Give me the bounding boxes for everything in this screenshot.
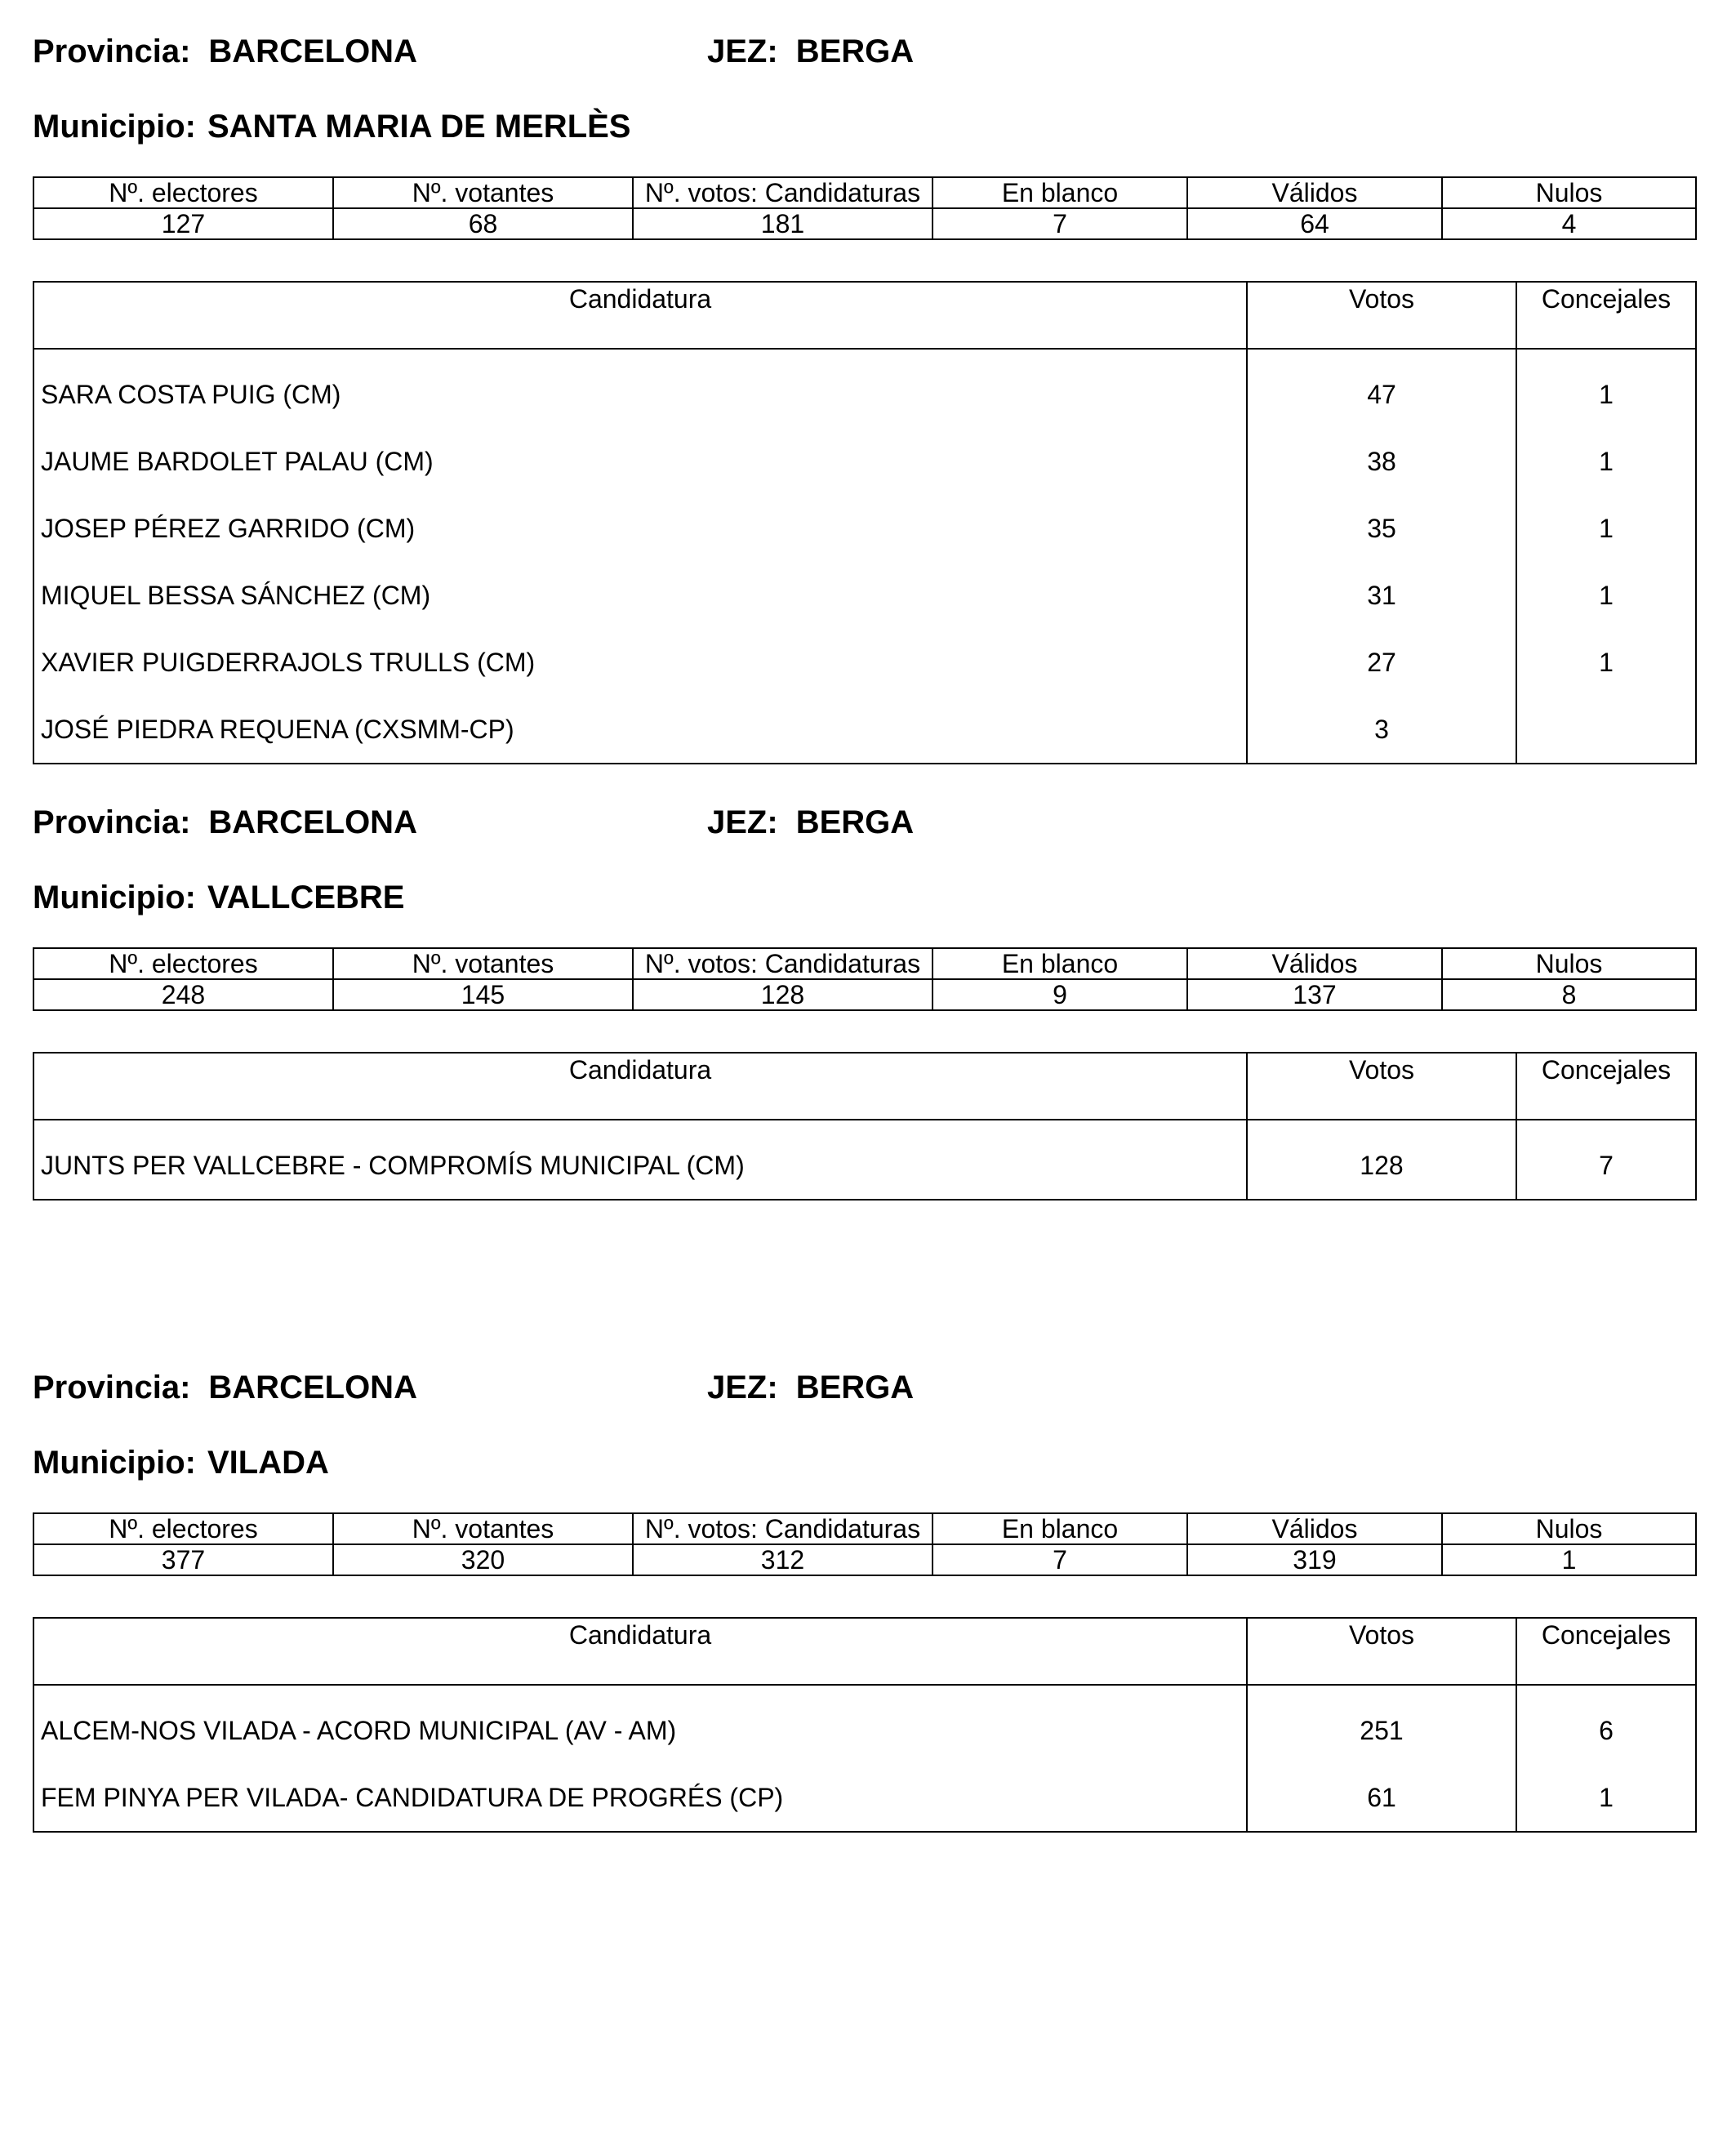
stats-header-cell: Nº. votantes — [333, 948, 633, 979]
candidatura-row — [33, 1764, 1696, 1832]
candidatura-name: SARA COSTA PUIG (CM) — [33, 349, 1247, 428]
candidatura-concejales: 1 — [1516, 428, 1696, 495]
provincia-line — [33, 1367, 417, 1408]
stats-value-cell: 312 — [633, 1544, 933, 1575]
stats-value-cell: 4 — [1442, 208, 1696, 239]
stats-header-cell: Nº. electores — [33, 177, 333, 208]
candidaturas-header-cell: Concejales — [1516, 1618, 1696, 1685]
candidatura-votos: 3 — [1247, 696, 1516, 764]
stats-value-cell: 7 — [933, 1544, 1187, 1575]
jez-label: JEZ: — [707, 1370, 778, 1405]
provincia-value: BARCELONA — [208, 804, 417, 840]
provincia-line — [33, 31, 417, 72]
stats-value-cell: 7 — [933, 208, 1187, 239]
candidatura-row — [33, 349, 1696, 428]
candidaturas-header-cell: Concejales — [1516, 282, 1696, 349]
provincia-label: Provincia: — [33, 1370, 191, 1405]
candidaturas-header-row — [33, 282, 1696, 349]
candidatura-name: JAUME BARDOLET PALAU (CM) — [33, 428, 1247, 495]
candidaturas-header-row — [33, 1053, 1696, 1120]
provincia-line — [33, 802, 417, 843]
stats-header-cell: Nulos — [1442, 177, 1696, 208]
candidatura-votos: 47 — [1247, 349, 1516, 428]
stats-value-cell: 127 — [33, 208, 333, 239]
candidatura-concejales: 7 — [1516, 1120, 1696, 1200]
stats-table — [33, 1512, 1697, 1576]
candidatura-concejales: 1 — [1516, 495, 1696, 562]
stats-value-cell: 181 — [633, 208, 933, 239]
stats-table — [33, 176, 1697, 240]
municipio-value: VILADA — [207, 1445, 329, 1481]
jez-label: JEZ: — [707, 804, 778, 840]
stats-value-cell: 8 — [1442, 979, 1696, 1010]
candidatura-row — [33, 696, 1696, 764]
stats-value-cell: 319 — [1187, 1544, 1442, 1575]
candidatura-concejales: 1 — [1516, 349, 1696, 428]
candidaturas-header-cell: Votos — [1247, 1618, 1516, 1685]
candidatura-votos: 31 — [1247, 562, 1516, 629]
stats-value-cell: 68 — [333, 208, 633, 239]
municipio-line — [33, 877, 404, 918]
candidaturas-header-cell: Candidatura — [33, 1618, 1247, 1685]
stats-value-row — [33, 979, 1696, 1010]
municipio-label: Municipio: — [33, 880, 196, 915]
candidatura-name: FEM PINYA PER VILADA- CANDIDATURA DE PROGRÉS (CP) — [33, 1764, 1247, 1832]
stats-value-cell: 9 — [933, 979, 1187, 1010]
stats-header-cell: Nº. electores — [33, 1513, 333, 1544]
candidaturas-header-cell: Concejales — [1516, 1053, 1696, 1120]
candidatura-row — [33, 495, 1696, 562]
candidaturas-header-cell: Candidatura — [33, 282, 1247, 349]
stats-value-cell: 1 — [1442, 1544, 1696, 1575]
candidatura-name: JOSEP PÉREZ GARRIDO (CM) — [33, 495, 1247, 562]
candidatura-votos: 27 — [1247, 629, 1516, 696]
stats-header-cell: Nº. votos: Candidaturas — [633, 1513, 933, 1544]
stats-value-cell: 128 — [633, 979, 933, 1010]
stats-value-row — [33, 208, 1696, 239]
stats-value-cell: 64 — [1187, 208, 1442, 239]
candidaturas-table — [33, 1052, 1697, 1200]
stats-header-cell: Nulos — [1442, 1513, 1696, 1544]
candidatura-name: JUNTS PER VALLCEBRE - COMPROMÍS MUNICIPAL (CM) — [33, 1120, 1247, 1200]
candidatura-concejales: 1 — [1516, 629, 1696, 696]
candidaturas-header-cell: Votos — [1247, 282, 1516, 349]
stats-value-row — [33, 1544, 1696, 1575]
stats-header-cell: Nulos — [1442, 948, 1696, 979]
candidatura-concejales: 6 — [1516, 1685, 1696, 1764]
stats-header-cell: Nº. electores — [33, 948, 333, 979]
provincia-value: BARCELONA — [208, 1370, 417, 1405]
stats-header-cell: Nº. votos: Candidaturas — [633, 177, 933, 208]
candidatura-name: ALCEM-NOS VILADA - ACORD MUNICIPAL (AV - AM) — [33, 1685, 1247, 1764]
stats-table — [33, 947, 1697, 1011]
candidatura-name: XAVIER PUIGDERRAJOLS TRULLS (CM) — [33, 629, 1247, 696]
jez-value: BERGA — [795, 33, 915, 69]
stats-value-cell: 377 — [33, 1544, 333, 1575]
jez-value: BERGA — [795, 804, 915, 840]
candidatura-votos: 251 — [1247, 1685, 1516, 1764]
candidaturas-table — [33, 281, 1697, 764]
stats-header-cell: En blanco — [933, 177, 1187, 208]
jez-label: JEZ: — [707, 33, 778, 69]
candidatura-row — [33, 629, 1696, 696]
candidatura-row — [33, 428, 1696, 495]
stats-header-row — [33, 177, 1696, 208]
provincia-label: Provincia: — [33, 804, 191, 840]
candidatura-row — [33, 1120, 1696, 1200]
stats-header-cell: En blanco — [933, 1513, 1187, 1544]
stats-header-row — [33, 1513, 1696, 1544]
candidaturas-header-cell: Candidatura — [33, 1053, 1247, 1120]
stats-header-row — [33, 948, 1696, 979]
candidatura-votos: 128 — [1247, 1120, 1516, 1200]
stats-value-cell: 137 — [1187, 979, 1442, 1010]
candidatura-concejales: 1 — [1516, 1764, 1696, 1832]
candidatura-concejales — [1516, 696, 1696, 764]
candidatura-name: JOSÉ PIEDRA REQUENA (CXSMM-CP) — [33, 696, 1247, 764]
candidaturas-header-row — [33, 1618, 1696, 1685]
stats-value-cell: 320 — [333, 1544, 633, 1575]
candidaturas-header-cell: Votos — [1247, 1053, 1516, 1120]
stats-header-cell: Nº. votantes — [333, 1513, 633, 1544]
candidatura-row — [33, 1685, 1696, 1764]
municipio-value: SANTA MARIA DE MERLÈS — [207, 109, 631, 145]
stats-header-cell: Válidos — [1187, 1513, 1442, 1544]
stats-header-cell: Nº. votos: Candidaturas — [633, 948, 933, 979]
candidaturas-table — [33, 1617, 1697, 1833]
jez-line — [707, 31, 914, 72]
municipio-label: Municipio: — [33, 1445, 196, 1481]
candidatura-concejales: 1 — [1516, 562, 1696, 629]
jez-line — [707, 1367, 914, 1408]
municipio-line — [33, 1442, 329, 1483]
provincia-label: Provincia: — [33, 33, 191, 69]
stats-header-cell: Nº. votantes — [333, 177, 633, 208]
candidatura-row — [33, 562, 1696, 629]
jez-line — [707, 802, 914, 843]
stats-header-cell: Válidos — [1187, 948, 1442, 979]
candidatura-votos: 61 — [1247, 1764, 1516, 1832]
provincia-value: BARCELONA — [208, 33, 417, 69]
stats-header-cell: Válidos — [1187, 177, 1442, 208]
municipio-label: Municipio: — [33, 109, 196, 145]
municipio-line — [33, 106, 630, 147]
jez-value: BERGA — [795, 1370, 915, 1405]
stats-value-cell: 248 — [33, 979, 333, 1010]
candidatura-votos: 38 — [1247, 428, 1516, 495]
stats-value-cell: 145 — [333, 979, 633, 1010]
municipio-value: VALLCEBRE — [207, 880, 405, 915]
candidatura-name: MIQUEL BESSA SÁNCHEZ (CM) — [33, 562, 1247, 629]
stats-header-cell: En blanco — [933, 948, 1187, 979]
candidatura-votos: 35 — [1247, 495, 1516, 562]
